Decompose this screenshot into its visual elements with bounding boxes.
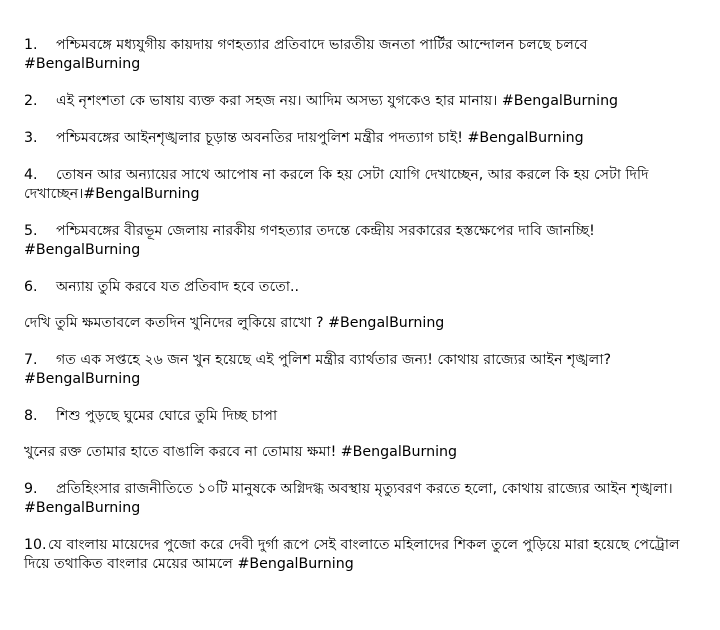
list-item-text	[24, 278, 700, 297]
list-item-number: 5.	[24, 223, 38, 239]
document-body	[24, 36, 700, 592]
list-item-text	[24, 166, 700, 204]
list-item-number: 3.	[24, 130, 38, 146]
list-item	[24, 536, 700, 574]
list-item-number: 9.	[24, 481, 38, 497]
list-item	[24, 36, 700, 74]
list-item-text	[24, 222, 700, 260]
list-item-number: 2.	[24, 93, 38, 109]
list-item-number: 6.	[24, 279, 38, 295]
list-item-line: পশ্চিমবঙ্গের বীরভূম জেলায় নারকীয় গণহত্যার তদন্তে কেন্দ্রীয় সরকারের হস্তক্ষেপের দাবি জানচ্ছি! #BengalBurning	[24, 223, 595, 258]
list-item-number: 10.	[24, 537, 47, 553]
list-item-continuation: দেখি তুমি ক্ষমতাবলে কতদিন খুনিদের লুকিয়ে রাখো ? #BengalBurning	[24, 315, 445, 331]
list-item-line: পশ্চিমবঙ্গের আইনশৃঙ্খলার চূড়ান্ত অবনতির দায়পুলিশ মন্ত্রীর পদত্যাগ চাই! #BengalBurning	[56, 130, 584, 146]
list-item-number: 8.	[24, 408, 38, 424]
list-item	[24, 129, 700, 148]
list-item-line: প্রতিহিংসার রাজনীতিতে ১০টি মানুষকে অগ্নিদগ্ধ অবস্থায় মৃত্যুবরণ করতে হলো, কোথায় রাজ্যের আইন শৃঙ্খলা। #BengalBurning	[24, 481, 673, 516]
list-item	[24, 92, 700, 111]
list-item	[24, 222, 700, 260]
list-item-continuation: খুনের রক্ত তোমার হাতে বাঙালি করবে না তোমায় ক্ষমা! #BengalBurning	[24, 444, 458, 460]
list-item-line: পশ্চিমবঙ্গে মধ্যযুগীয় কায়দায় গণহত্যার প্রতিবাদে ভারতীয় জনতা পার্টির আন্দোলন চলছে চলবে #BengalBurning	[24, 37, 588, 72]
list-item	[24, 351, 700, 389]
list-item-text	[24, 536, 700, 574]
list-item-line: যে বাংলায় মায়েদের পুজো করে দেবী দুর্গা রূপে সেই বাংলাতে মহিলাদের শিকল তুলে পুড়িয়ে মারা হয়েছে পেট্রোল দিয়ে তথাকিত বাংলার মেয়ের আমলে #BengalBurning	[24, 537, 680, 572]
list-item	[24, 480, 700, 518]
list-item	[24, 166, 700, 204]
list-item	[24, 278, 700, 333]
list-item-line: তোষন আর অন্যায়ের সাথে আপোষ না করলে কি হয় সেটা যোগি দেখাচ্ছেন, আর করলে কি হয় সেটা দিদি দেখাচ্ছেন।#BengalBurning	[24, 167, 649, 202]
list-item-text	[24, 480, 700, 518]
list-item	[24, 407, 700, 462]
list-item-number: 1.	[24, 37, 38, 53]
list-item-line: অন্যায় তুমি করবে যত প্রতিবাদ হবে ততো..	[56, 279, 300, 295]
list-item-text	[24, 407, 700, 426]
list-item-text	[24, 36, 700, 74]
list-item-text	[24, 351, 700, 389]
list-item-line: এই নৃশংশতা কে ভাষায় ব্যক্ত করা সহজ নয়। আদিম অসভ্য যুগকেও হার মানায়। #BengalBurning	[56, 93, 619, 109]
list-item-line: গত এক সপ্তহে ২৬ জন খুন হয়েছে এই পুলিশ মন্ত্রীর ব্যার্থতার জন্য! কোথায় রাজ্যের আইন শৃঙ্খলা? #BengalBurning	[24, 352, 612, 387]
list-item-text	[24, 92, 700, 111]
list-item-number: 7.	[24, 352, 38, 368]
list-item-line: শিশু পুড়ছে ঘুমের ঘোরে তুমি দিচ্ছ চাপা	[56, 408, 278, 424]
list-item-text	[24, 129, 700, 148]
list-item-number: 4.	[24, 167, 38, 183]
